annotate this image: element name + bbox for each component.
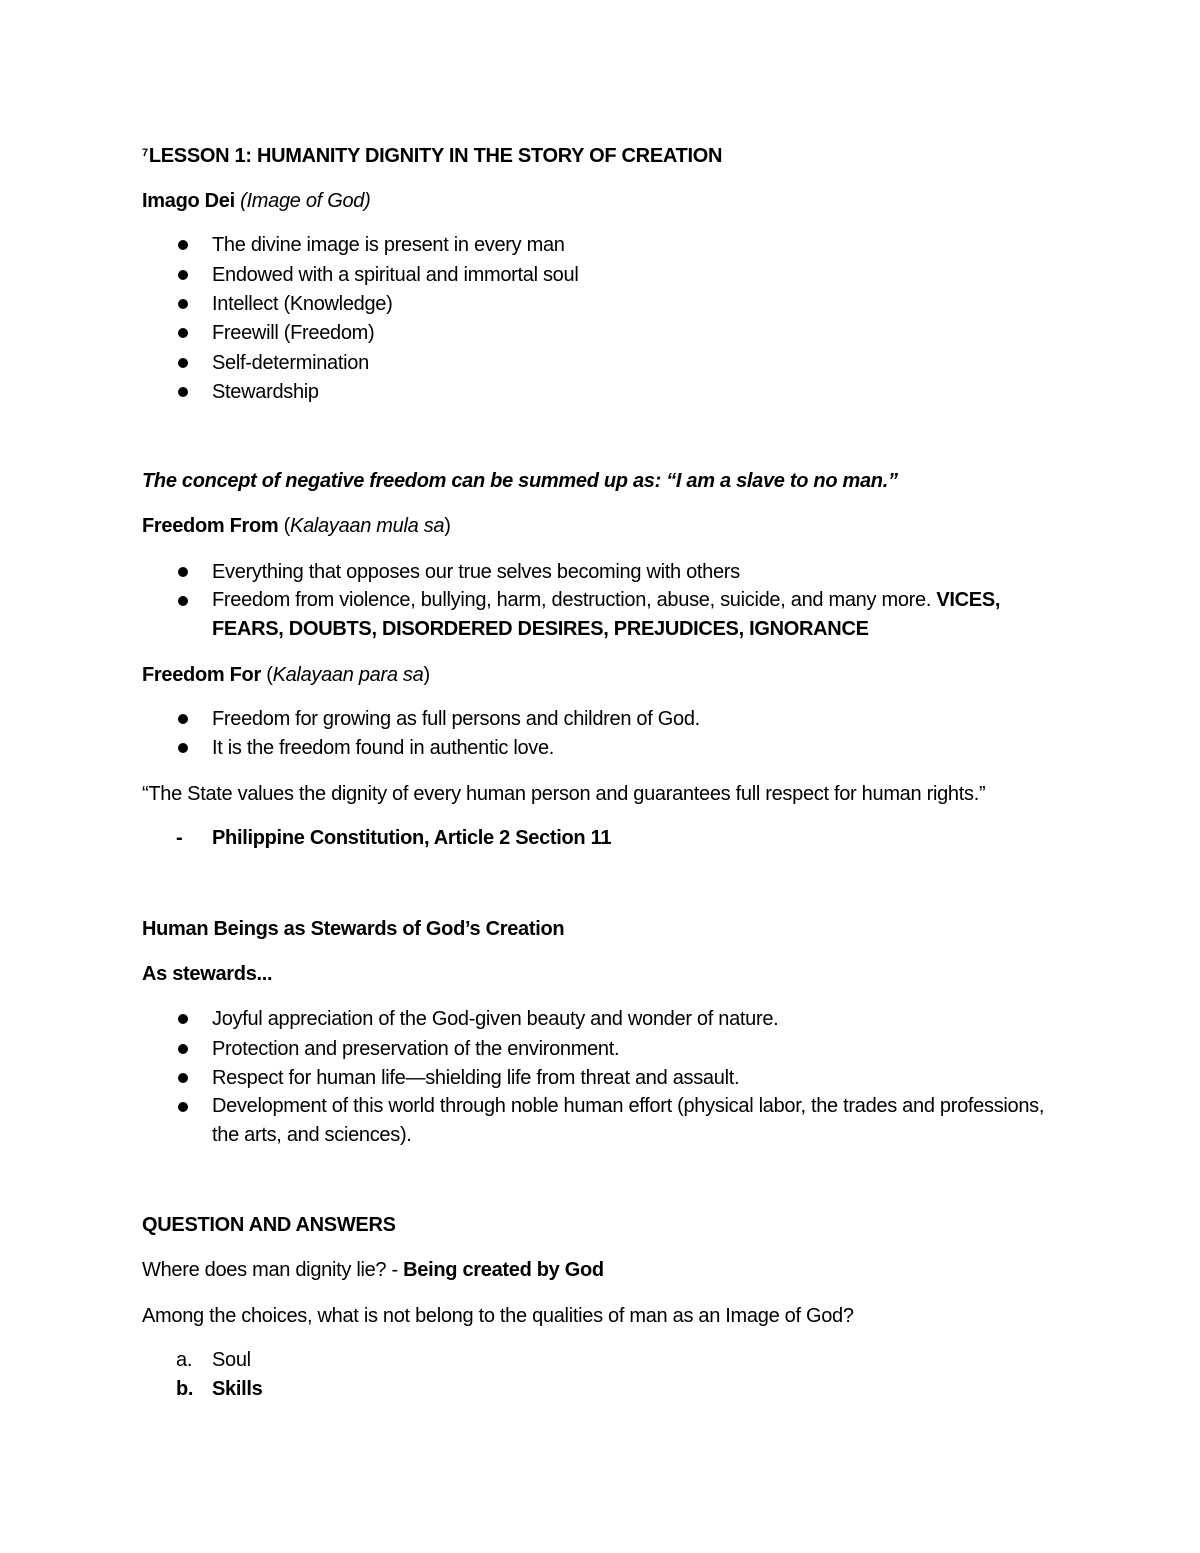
freedom-for-label: Freedom For: [142, 664, 261, 686]
list-item: Protection and preservation of the environment.: [212, 1038, 620, 1060]
question-1-text: Where does man dignity lie? -: [142, 1259, 404, 1281]
bullet-icon: [178, 567, 188, 577]
list-item: Respect for human life—shielding life from threat and assault.: [212, 1067, 740, 1089]
bullet-icon: [178, 387, 188, 397]
paren-open: (: [278, 515, 291, 537]
list-item: Intellect (Knowledge): [212, 293, 393, 315]
bullet-icon: [178, 299, 188, 309]
list-item: Joyful appreciation of the God-given beauty and wonder of nature.: [212, 1008, 779, 1030]
list-item: It is the freedom found in authentic love.: [212, 737, 555, 759]
answer-1: Being created by God: [403, 1259, 604, 1281]
stewards-heading: Human Beings as Stewards of God’s Creation: [142, 918, 565, 940]
list-item-emphasis: VICES, FEARS, DOUBTS, DISORDERED DESIRES, PREJUDICES, IGNORANCE: [212, 589, 1001, 640]
bullet-icon: [178, 596, 188, 606]
negative-freedom-quote: “I am a slave to no man.”: [666, 470, 898, 492]
choice-letter: a.: [176, 1349, 193, 1371]
freedom-from-translation: Kalayaan mula sa: [290, 515, 445, 537]
imago-dei-label: Imago Dei: [142, 190, 235, 212]
constitution-quote: “The State values the dignity of every human person and guarantees full respect for human rights.”: [142, 783, 986, 805]
footnote-mark: 7: [142, 147, 148, 159]
dash-marker: -: [176, 827, 183, 849]
imago-dei-heading: [142, 189, 370, 213]
choice-text: Skills: [212, 1378, 263, 1400]
bullet-icon: [178, 240, 188, 250]
paren-close: ): [444, 515, 451, 537]
question-2: Among the choices, what is not belong to the qualities of man as an Image of God?: [142, 1305, 854, 1327]
question-1: [142, 1258, 604, 1282]
list-item: Freedom for growing as full persons and children of God.: [212, 708, 700, 730]
qa-heading: QUESTION AND ANSWERS: [142, 1214, 396, 1236]
bullet-icon: [178, 1073, 188, 1083]
bullet-icon: [178, 1014, 188, 1024]
list-item: [212, 586, 1072, 644]
list-item: Development of this world through noble human effort (physical labor, the trades and professions, the arts, and sciences).: [212, 1095, 1045, 1146]
bullet-icon: [178, 270, 188, 280]
list-item: The divine image is present in every man: [212, 234, 565, 256]
list-item: Stewardship: [212, 381, 319, 403]
constitution-source: Philippine Constitution, Article 2 Section 11: [212, 827, 612, 849]
bullet-icon: [178, 328, 188, 338]
freedom-for-translation: Kalayaan para sa: [272, 664, 424, 686]
paren-close: ): [423, 664, 430, 686]
bullet-icon: [178, 358, 188, 368]
lesson-title-text: LESSON 1: HUMANITY DIGNITY IN THE STORY OF CREATION: [148, 145, 723, 167]
stewards-subheading: As stewards...: [142, 963, 273, 985]
choice-text: Soul: [212, 1349, 251, 1371]
list-item: Endowed with a spiritual and immortal soul: [212, 264, 579, 286]
freedom-from-heading: [142, 514, 451, 538]
list-item: Freewill (Freedom): [212, 322, 375, 344]
negative-freedom-statement: [142, 469, 898, 493]
negative-freedom-lead: The concept of negative freedom can be summed up as:: [142, 470, 667, 492]
bullet-icon: [178, 1102, 188, 1112]
list-item: Everything that opposes our true selves becoming with others: [212, 561, 740, 583]
freedom-for-heading: [142, 663, 430, 687]
list-item: Self-determination: [212, 352, 369, 374]
list-item-text: Freedom from violence, bullying, harm, destruction, abuse, suicide, and many more.: [212, 589, 937, 611]
choice-letter: b.: [176, 1378, 194, 1400]
paren-open: (: [260, 664, 273, 686]
lesson-title: [142, 144, 722, 168]
freedom-from-label: Freedom From: [142, 515, 279, 537]
bullet-icon: [178, 743, 188, 753]
imago-dei-translation: (Image of God): [240, 190, 371, 212]
bullet-icon: [178, 1044, 188, 1054]
bullet-icon: [178, 714, 188, 724]
